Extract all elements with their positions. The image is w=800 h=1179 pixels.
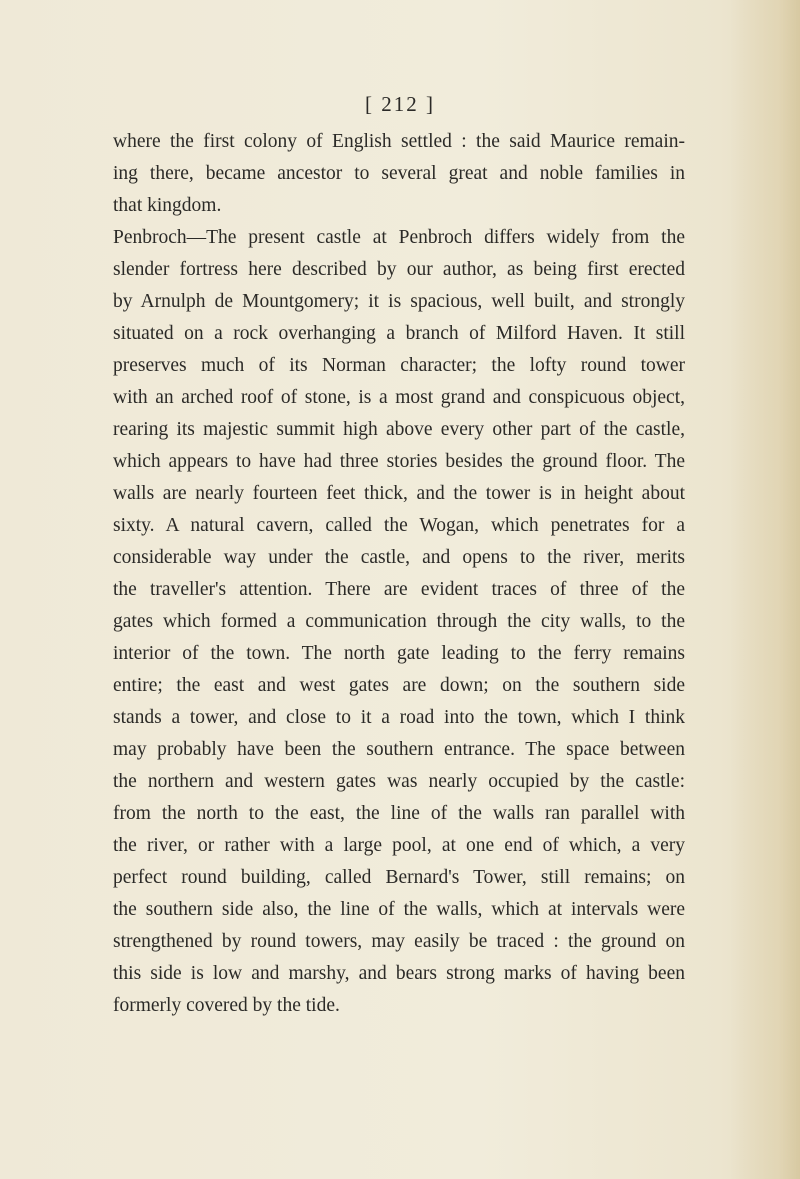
text-line: this side is low and marshy, and bears strong marks of having been [113, 963, 685, 984]
text-line: strengthened by round towers, may easily be traced : the ground on [113, 931, 685, 952]
text-line: perfect round building, called Bernard's Tower, still remains; on [113, 867, 685, 888]
text-line: the northern and western gates was nearly occupied by the castle: [113, 771, 685, 792]
text-line: where the first colony of English settled : the said Maurice remain- [113, 131, 685, 152]
text-line: from the north to the east, the line of the walls ran parallel with [113, 803, 685, 824]
text-line: rearing its majestic summit high above every other part of the castle, [113, 419, 685, 440]
text-line: situated on a rock overhanging a branch of Milford Haven. It still [113, 323, 685, 344]
text-line: ing there, became ancestor to several great and noble families in [113, 163, 685, 184]
text-line: formerly covered by the tide. [113, 995, 340, 1016]
text-line: considerable way under the castle, and opens to the river, merits [113, 547, 685, 568]
text-line: gates which formed a communication through the city walls, to the [113, 611, 685, 632]
text-line: stands a tower, and close to it a road into the town, which I think [113, 707, 685, 728]
page-edge-shadow [730, 0, 800, 1179]
text-line: walls are nearly fourteen feet thick, and the tower is in height about [113, 483, 685, 504]
text-line: the southern side also, the line of the walls, which at intervals were [113, 899, 685, 920]
text-line: Penbroch—The present castle at Penbroch differs widely from the [113, 227, 685, 248]
text-line: interior of the town. The north gate leading to the ferry remains [113, 643, 685, 664]
text-line: that kingdom. [113, 195, 222, 216]
text-line: preserves much of its Norman character; the lofty round tower [113, 355, 685, 376]
text-line: entire; the east and west gates are down; on the southern side [113, 675, 685, 696]
text-line: by Arnulph de Mountgomery; it is spacious, well built, and strongly [113, 291, 685, 312]
body-text [113, 126, 685, 1022]
text-line: which appears to have had three stories besides the ground floor. The [113, 451, 685, 472]
text-line: with an arched roof of stone, is a most grand and conspicuous object, [113, 387, 685, 408]
text-line: slender fortress here described by our author, as being first erected [113, 259, 685, 280]
text-line: sixty. A natural cavern, called the Wogan, which penetrates for a [113, 515, 685, 536]
text-line: the river, or rather with a large pool, at one end of which, a very [113, 835, 685, 856]
text-line: the traveller's attention. There are evident traces of three of the [113, 579, 685, 600]
page-number: [ 212 ] [365, 92, 435, 116]
text-line: may probably have been the southern entrance. The space between [113, 739, 685, 760]
